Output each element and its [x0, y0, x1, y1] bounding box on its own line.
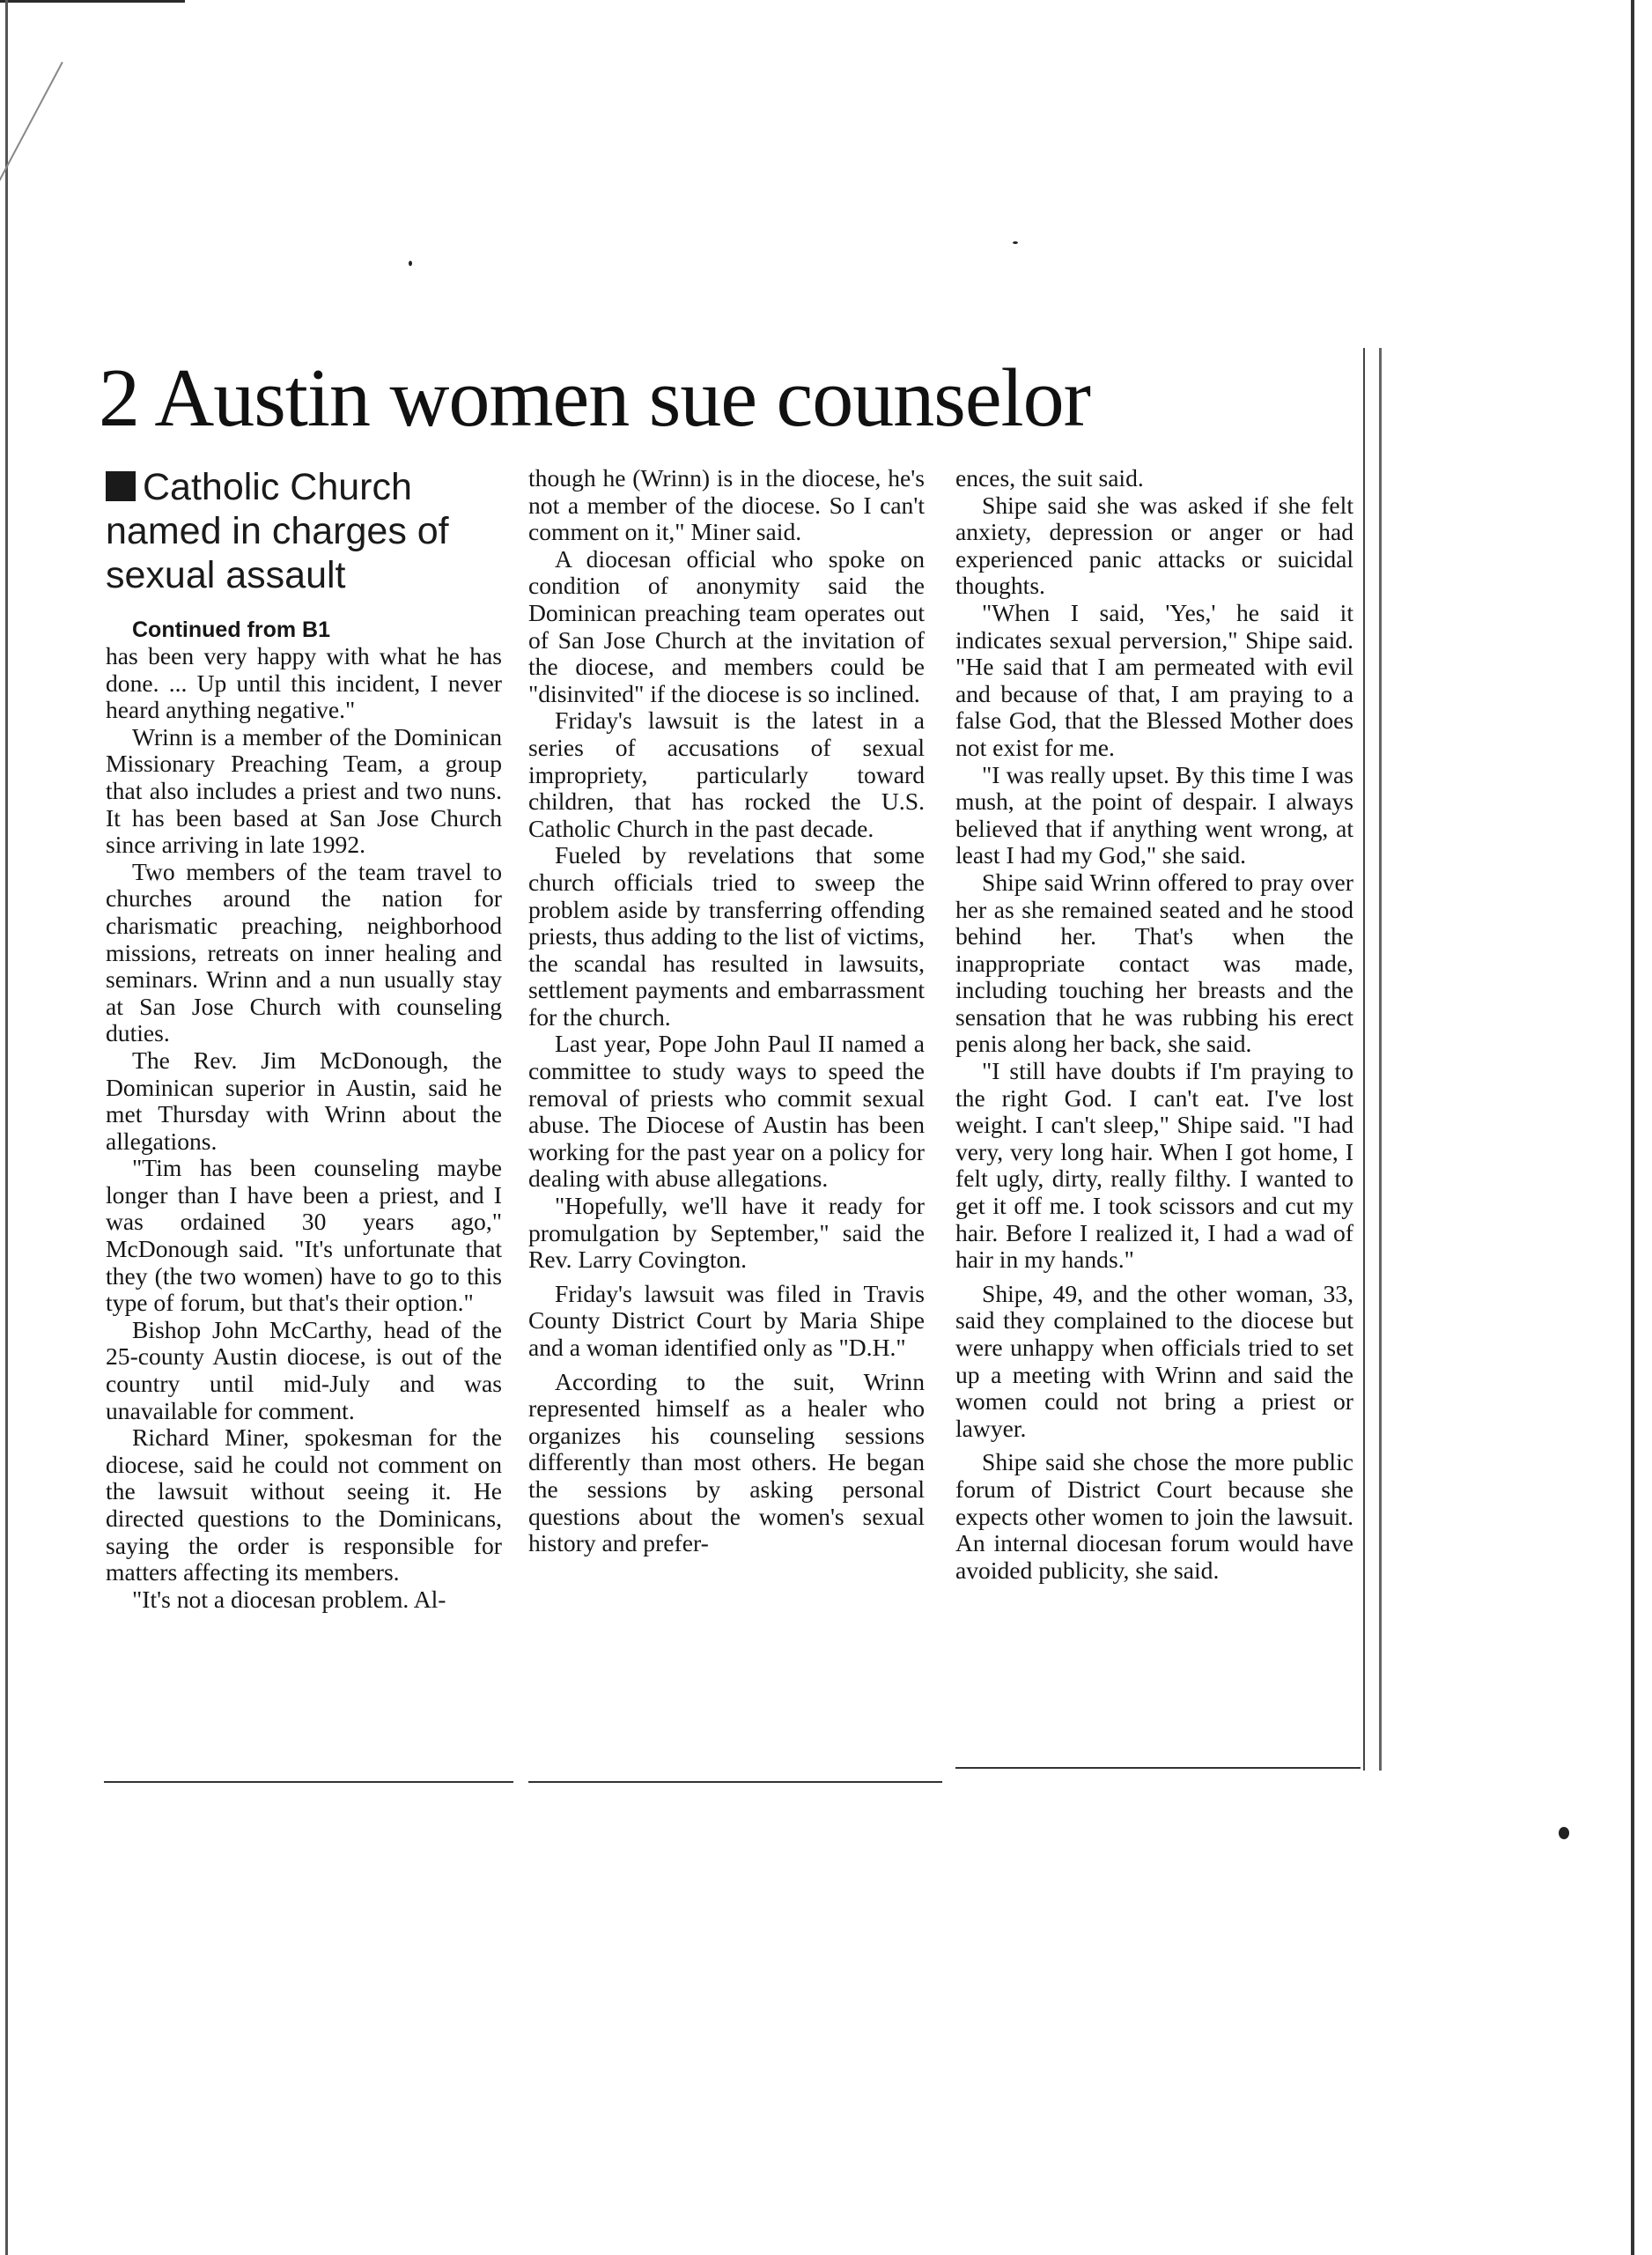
bottom-rule-left — [104, 1781, 513, 1783]
paragraph: "I still have doubts if I'm praying to the right God. I can't eat. I've lost weight. I can't sleep," Shipe said. "I had very, very long hair. When I got home, I felt ugly, dirty, really filthy. I wanted to get it off me. I took scissors and cut my hair. Before I realized it, I had a wad of hair in my hands." — [955, 1057, 1353, 1274]
paragraph: Friday's lawsuit is the latest in a series of accusations of sexual impropriety, particularly toward children, that has rocked the U.S. Catholic Church in the past decade. — [528, 706, 925, 842]
scan-edge-top — [0, 0, 185, 3]
paragraph: Two members of the team travel to churches around the nation for charismatic preaching, neighborhood missions, retreats on inner healing and seminars. Wrinn and a nun usually stay at San Jose Church with counseling duties. — [106, 857, 502, 1047]
paragraph: Shipe, 49, and the other woman, 33, said they complained to the diocese but were unhappy when officials tried to set up a meeting with Wrinn and said the women could not bring a priest or lawyer. — [955, 1279, 1353, 1442]
paragraph: A diocesan official who spoke on condition of anonymity said the Dominican preaching team operates out of San Jose Church at the invitation of the diocese, and members could be "disinvited" if the diocese is so inclined. — [528, 544, 925, 707]
paragraph: Last year, Pope John Paul II named a committee to study ways to speed the removal of priests who commit sexual abuse. The Diocese of Austin has been working for the past year on a policy for dealing with abuse allegations. — [528, 1030, 925, 1193]
paragraph: Shipe said Wrinn offered to pray over her as she remained seated and he stood behind her. That's when the inappropriate contact was made, including touching her breasts and the sensation that he was rubbing his erect penis along her back, she said. — [955, 868, 1353, 1058]
paragraph: Fueled by revelations that some church officials tried to sweep the problem aside by transferring offending priests, thus adding to the list of victims, the scandal has resulted in lawsuits, settlement payments and embarrassment for the church. — [528, 841, 925, 1031]
scan-speck — [1559, 1827, 1569, 1839]
scan-speck — [1013, 241, 1018, 244]
bottom-rule-right — [955, 1767, 1361, 1769]
paragraph: Bishop John McCarthy, head of the 25-county Austin diocese, is out of the country until mid-July and was unavailable for comment. — [106, 1315, 502, 1424]
scan-diagonal-mark — [0, 62, 63, 296]
paragraph: has been very happy with what he has done. ... Up until this incident, I never heard anything negative." — [106, 642, 502, 724]
deck-subheadline — [106, 465, 502, 597]
right-border-rule — [1379, 348, 1382, 1771]
paragraph: "Hopefully, we'll have it ready for promulgation by September," said the Rev. Larry Covington. — [528, 1192, 925, 1274]
article-column-3 — [955, 465, 1353, 1584]
paragraph: The Rev. Jim McDonough, the Dominican superior in Austin, said he met Thursday with Wrinn about the allegations. — [106, 1046, 502, 1155]
deck-text: Catholic Church named in charges of sexual assault — [106, 466, 449, 596]
bottom-rule-middle — [528, 1781, 942, 1783]
paragraph: Shipe said she was asked if she felt anxiety, depression or anger or had experienced panic attacks or suicidal thoughts. — [955, 491, 1353, 600]
right-column-rule — [1363, 348, 1365, 1771]
article-column-1 — [106, 465, 502, 1613]
paragraph: Friday's lawsuit was filed in Travis County District Court by Maria Shipe and a woman identified only as "D.H." — [528, 1279, 925, 1361]
paragraph: though he (Wrinn) is in the diocese, he's not a member of the diocese. So I can't comment on it," Miner said. — [528, 464, 925, 546]
paragraph: "It's not a diocesan problem. Al- — [132, 1585, 446, 1613]
paragraph: "When I said, 'Yes,' he said it indicates sexual perversion," Shipe said. "He said that I am permeated with evil and because of that, I am praying to a false God, that the Blessed Mother does not exist for me. — [955, 598, 1353, 761]
paragraph: "I was really upset. By this time I was mush, at the point of despair. I always believed that if anything went wrong, at least I had my God," she said. — [955, 760, 1353, 869]
paragraph: According to the suit, Wrinn represented himself as a healer who organizes his counseling sessions differently than most others. He began the sessions by asking personal questions about the women's sexual history and prefer- — [528, 1367, 925, 1557]
paragraph: Shipe said she chose the more public forum of District Court because she expects other women to join the lawsuit. An internal diocesan forum would have avoided publicity, she said. — [955, 1448, 1353, 1584]
scan-speck — [409, 261, 412, 266]
article-column-2 — [528, 465, 925, 1557]
paragraph: ences, the suit said. — [955, 464, 1144, 492]
continued-from-label: Continued from B1 — [132, 617, 330, 642]
scan-edge-left — [5, 0, 8, 2255]
deck-bullet-square — [106, 471, 136, 501]
paragraph: Richard Miner, spokesman for the diocese, said he could not comment on the lawsuit without seeing it. He directed questions to the Dominicans, saying the order is responsible for matters affecting its members. — [106, 1423, 502, 1586]
headline: 2 Austin women sue counselor — [99, 352, 1090, 444]
paragraph: "Tim has been counseling maybe longer than I have been a priest, and I was ordained 30 years ago," McDonough said. "It's unfortunate that they (the two women) have to go to this type of forum, but that's their option." — [106, 1154, 502, 1317]
scan-edge-right — [1631, 0, 1634, 2255]
paragraph: Wrinn is a member of the Dominican Missionary Preaching Team, a group that also includes a priest and two nuns. It has been based at San Jose Church since arriving in late 1992. — [106, 722, 502, 859]
